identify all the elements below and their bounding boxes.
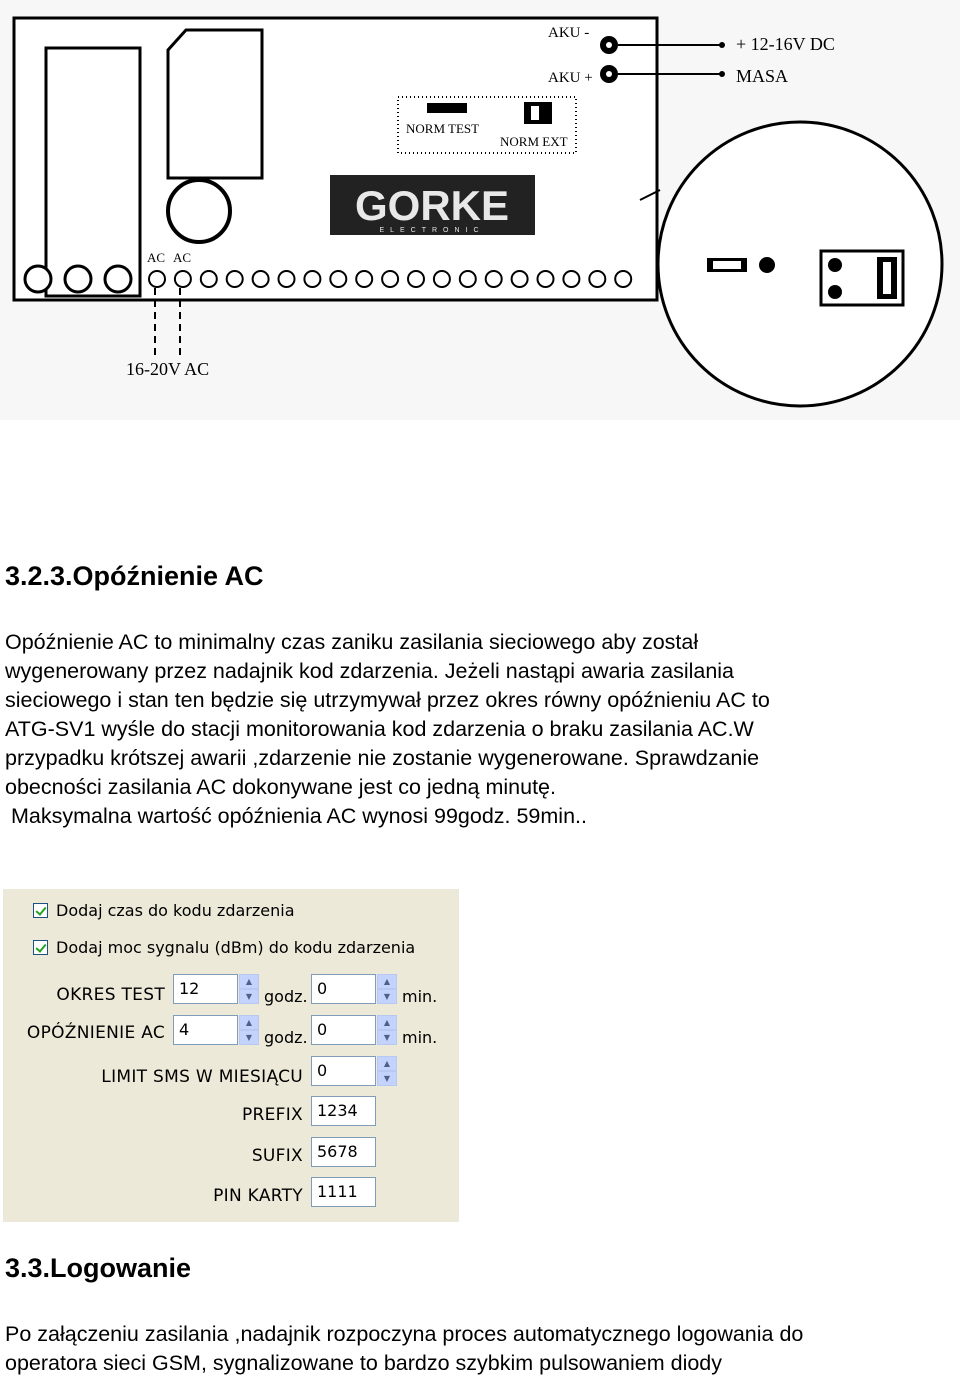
okres-minutes-spinner[interactable]: ▲ ▼ [377, 974, 397, 1004]
screw-terminal [382, 271, 398, 287]
wiring-diagram [0, 0, 960, 420]
ac-label-1: AC [147, 250, 166, 265]
okres-minutes-field[interactable]: 0 [311, 974, 376, 1004]
okres-minutes-unit: min. [402, 987, 438, 1006]
zoom-circle [658, 122, 942, 406]
text-line: wygenerowany przez nadajnik kod zdarzenia. Jeżeli nastąpi awaria zasilania [5, 659, 735, 683]
screw-terminal [538, 271, 554, 287]
screw-terminal [304, 271, 320, 287]
add-signal-checkbox[interactable] [33, 940, 48, 955]
chip-block [168, 30, 262, 178]
sufix-label: SUFIX [251, 1146, 303, 1166]
screw-terminal [615, 271, 631, 287]
opoznienie-ac-label: OPÓŹNIENIE AC [26, 1023, 165, 1043]
add-time-checkbox[interactable] [33, 903, 48, 918]
pin-field[interactable]: 1111 [311, 1177, 376, 1207]
text-line: sieciowego i stan ten będzie się utrzymywał przez okres równy opóźnieniu AC to [5, 688, 770, 712]
jumper2-label: NORM EXT [500, 134, 568, 149]
add-signal-checkbox-row[interactable] [33, 938, 415, 957]
aku-minus-label: AKU - [548, 25, 590, 41]
text-line: przypadku krótszej awarii ,zdarzenie nie zostanie wygenerowane. Sprawdzanie [5, 746, 760, 770]
ac-label-2: AC [173, 250, 192, 265]
screw-terminal [460, 271, 476, 287]
screw-terminal [279, 271, 295, 287]
text-line: Po załączeniu zasilania ,nadajnik rozpoczyna proces automatycznego logowania do [5, 1322, 804, 1346]
screw-terminal [589, 271, 605, 287]
screw-terminal [408, 271, 424, 287]
add-time-checkbox-row[interactable] [33, 901, 295, 920]
jumper1-label: NORM TEST [406, 121, 480, 136]
sms-limit-spinner[interactable]: ▲ ▼ [377, 1056, 397, 1086]
masa-label: MASA [736, 66, 789, 86]
screw-terminal [356, 271, 372, 287]
ac-input-label: 16-20V AC [126, 359, 210, 379]
screw-terminal [563, 271, 579, 287]
section-log-body [5, 1320, 955, 1378]
relay-block [46, 48, 140, 296]
sms-limit-label: LIMIT SMS W MIESIĄCU [101, 1067, 303, 1087]
opoznienie-minutes-field[interactable]: 0 [311, 1015, 376, 1045]
add-time-label: Dodaj czas do kodu zdarzenia [56, 901, 295, 920]
aku-plus-label: AKU + [548, 70, 593, 86]
opoznienie-hours-field[interactable]: 4 [173, 1015, 238, 1045]
text-line: ATG-SV1 wyśle do stacji monitorowania kod zdarzenia o braku zasilania AC.W [5, 717, 754, 741]
opoznienie-minutes-unit: min. [402, 1028, 438, 1047]
screw-terminal [149, 271, 165, 287]
capacitor-circle [168, 180, 230, 242]
prefix-field[interactable]: 1234 [311, 1096, 376, 1126]
screw-terminal [330, 271, 346, 287]
screw-terminal [486, 271, 502, 287]
screw-terminal [175, 271, 191, 287]
text-line: Maksymalna wartość opóźnienia AC wynosi 99godz. 59min.. [5, 804, 587, 828]
sms-limit-field[interactable]: 0 [311, 1056, 376, 1086]
settings-panel [3, 889, 459, 1222]
text-line: obecności zasilania AC dokonywane jest co jedną minutę. [5, 775, 556, 799]
pin-label: PIN KARTY [213, 1186, 303, 1206]
screw-terminal [227, 271, 243, 287]
add-signal-label: Dodaj moc sygnalu (dBm) do kodu zdarzenia [56, 938, 416, 957]
okres-test-label: OKRES TEST [56, 985, 165, 1005]
section-log-heading: 3.3.Logowanie [5, 1253, 192, 1283]
okres-hours-unit: godz. [264, 987, 308, 1006]
screw-terminal [253, 271, 269, 287]
opoznienie-hours-unit: godz. [264, 1028, 308, 1047]
brand-sub-text: ELECTRONIC [379, 227, 485, 234]
text-line: operatora sieci GSM, sygnalizowane to bardzo szybkim pulsowaniem diody [5, 1351, 723, 1375]
section-ac-heading: 3.2.3.Opóźnienie AC [5, 561, 264, 591]
prefix-label: PREFIX [241, 1105, 303, 1125]
section-ac-body [5, 628, 955, 831]
screw-terminal [512, 271, 528, 287]
text-line: Opóźnienie AC to minimalny czas zaniku zasilania sieciowego aby został [5, 630, 699, 654]
okres-hours-field[interactable]: 12 [173, 974, 238, 1004]
opoznienie-hours-spinner[interactable]: ▲ ▼ [239, 1015, 259, 1045]
screw-terminal [434, 271, 450, 287]
power-label: + 12-16V DC [736, 34, 835, 54]
screw-terminal [201, 271, 217, 287]
sufix-field[interactable]: 5678 [311, 1137, 376, 1167]
okres-hours-spinner[interactable]: ▲ ▼ [239, 974, 259, 1004]
opoznienie-minutes-spinner[interactable]: ▲ ▼ [377, 1015, 397, 1045]
brand-logo-text: GORKE [354, 182, 510, 229]
